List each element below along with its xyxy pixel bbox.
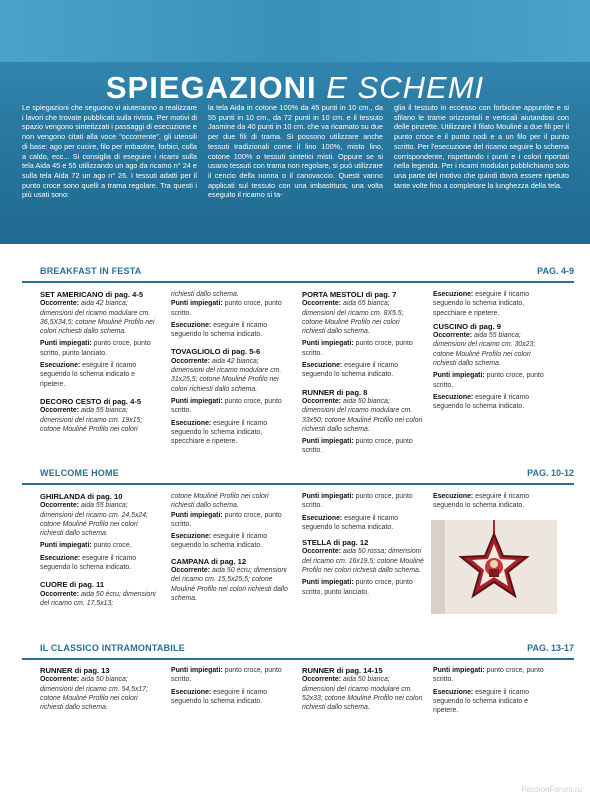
text-column	[433, 290, 555, 415]
item-stitches: punto croce.	[93, 542, 132, 550]
watermark: PassionForum.ru	[521, 785, 582, 794]
label: Punti impiegati:	[40, 340, 92, 348]
label: Punti impiegati:	[302, 579, 354, 587]
label: Esecuzione:	[171, 419, 212, 427]
item-materials: aida 65 bianca; dimensioni del ricamo cm. 8X5.5; cotone Mouliné Profilo nei colori richiesti dallo schema.	[302, 300, 404, 336]
item-stitches: punto croce, punto scritto, punto lanciato.	[40, 340, 151, 357]
label: Punti impiegati:	[302, 438, 354, 446]
item-execution: eseguire il ricamo seguendo lo schema indicato.	[171, 533, 268, 550]
item-stitches: punto croce, punto scritto.	[171, 511, 282, 528]
item-materials: aida 42 bianca; dimensioni del ricamo modulare cm. 36,5X34,5; cotone Mouliné Profilo nei colori richiesti dallo schema.	[40, 300, 155, 336]
item-title: RUNNER di pag. 8	[302, 387, 368, 397]
item-materials-cont: cotone Mouliné Profilo nei colori richiesti dallo schema.	[171, 493, 269, 510]
text-column	[302, 492, 424, 600]
item-execution: eseguire il ricamo seguendo lo schema indicato.	[433, 393, 530, 411]
label: Esecuzione:	[433, 393, 474, 401]
item-execution: eseguire il ricamo seguendo lo schema indicato.	[302, 362, 399, 379]
item-materials: aida 50 bianca; dimensioni del ricamo modulare cm. 33x50; cotone Mouliné Profilo nei colori richiesti dallo schema.	[302, 397, 423, 433]
text-column	[171, 290, 293, 449]
label: Punti impiegati:	[171, 300, 223, 308]
section-heading-breakfast	[22, 266, 574, 278]
item-title: RUNNER di pag. 13	[40, 666, 110, 675]
item-title: RUNNER di pag. 14-15	[302, 666, 383, 675]
item-title: CAMPANA di pag. 12	[171, 556, 247, 566]
label: Punti impiegati:	[40, 542, 92, 550]
header-top-band	[0, 0, 590, 62]
item-title: TOVAGLIOLO di pag. 5-6	[171, 347, 261, 357]
item-materials: aida 50 écru; dimensioni del ricamo cm. 15,5x25,5; cotone Mouliné Profilo nei colori richiesti dallo schema.	[171, 567, 288, 602]
item-title: PORTA MESTOLI di pag. 7	[302, 290, 397, 299]
item-title: DECORO CESTO di pag. 4-5	[40, 396, 142, 406]
label: Esecuzione:	[40, 554, 81, 562]
label: Occorrente:	[40, 300, 80, 308]
label: Punti impiegati:	[171, 511, 223, 519]
label: Punti impiegati:	[302, 340, 354, 348]
item-stitches: punto croce, punto scritto.	[171, 667, 282, 684]
item-materials: aida 55 bianca; dimensioni del ricamo cm. 30x23; cotone Mouliné Profilo nei colori richiesti dallo schema.	[433, 332, 536, 368]
section-pages: PAG. 4-9	[537, 266, 574, 276]
header-banner	[0, 0, 590, 244]
item-execution: eseguire il ricamo seguendo lo schema indicato, specchiare e ripetere.	[433, 291, 530, 317]
item-execution: eseguire il ricamo seguendo lo schema indicato e ripetere.	[40, 362, 137, 388]
item-title: CUSCINO di pag. 9	[433, 321, 501, 331]
item-execution: eseguire il ricamo seguendo lo schema indicato.	[40, 554, 137, 572]
text-column	[302, 666, 424, 715]
item-materials-cont: richiesti dallo schema.	[171, 291, 239, 298]
label: Occorrente:	[40, 407, 80, 415]
label: Occorrente:	[40, 676, 80, 684]
section-title: IL CLASSICO INTRAMONTABILE	[40, 643, 185, 653]
label: Occorrente:	[40, 502, 80, 510]
item-execution: eseguire il ricamo seguendo lo schema indicato.	[433, 493, 530, 510]
label: Esecuzione:	[302, 362, 343, 370]
item-execution: eseguire il ricamo seguendo lo schema indicato.	[171, 688, 268, 705]
text-column	[171, 666, 293, 709]
label: Punti impiegati:	[433, 667, 485, 674]
section-divider	[22, 658, 574, 660]
item-stitches: punto croce, punto scritto, punto lanciato.	[302, 579, 413, 596]
label: Occorrente:	[302, 548, 342, 556]
text-column	[433, 492, 555, 514]
label: Punti impiegati:	[171, 667, 223, 674]
item-materials: aida 50 bianca; dimensioni del ricamo cm. 54,5x17; cotone Mouliné Profilo nei colori richiesti dallo schema.	[40, 676, 149, 712]
label: Punti impiegati:	[302, 493, 354, 500]
intro-column-3: glia il tessuto in eccesso con forbicine appuntite e si sfilano le trame orizzontali e verticali aiutandosi con delle pinzette. Utilizzare il filato Mouliné a due fili per il punto croce e il punto nodi e a un filo per il punto scritto. Per l'esecuzione del ricamo seguire lo schema corrispondente, rispettando i punti e i colori riportati nella legenda. Per i ricami modulari pubblichiamo solo una parte del motivo che quindi dovrà essere ripetuto tante volte fino a completare la lunghezza della tela.	[394, 103, 569, 190]
label: Esecuzione:	[40, 362, 81, 370]
label: Esecuzione:	[171, 533, 212, 541]
label: Punti impiegati:	[433, 372, 485, 380]
label: Occorrente:	[302, 397, 342, 405]
text-column	[40, 666, 162, 715]
section-heading-classico	[22, 643, 574, 655]
item-execution: eseguire il ricamo seguendo lo schema indicato.	[171, 321, 268, 339]
label: Esecuzione:	[302, 514, 343, 522]
item-materials: aida 50 écru; dimensioni del ricamo cm. 17,5x13;	[40, 590, 156, 607]
intro-column-2: la tela Aida in cotone 100% da 45 punti in 10 cm., da 55 punti in 10 cm., da 72 punti in 10 cm. e il tessuto Jasmine da 40 punti in 10 cm. che va ricamato su due per due fili di trama. Si possono utilizzare anche tessuti tradizionali come il lino 100%, misto lino, cotone 100% o tessuti sintetici misti. Oppure se si usano tessuti con trama non regolare, si può utilizzare il cencio della nonna o il canovaccio. Questi vanno applicati sul tessuto con una imbastitura; una volta eseguito il ricamo si ta-	[208, 103, 383, 200]
item-stitches: punto croce, punto scritto.	[433, 372, 544, 389]
label: Esecuzione:	[433, 493, 474, 500]
intro-column-1: Le spiegazioni che seguono vi aiuteranno a realizzare i lavori che trovate pubblicati sulla rivista. Per motivi di spazio vengono sintetizzati i passaggi di esecuzione e non vengono citati alla voce "occorrente", gli utensili di base: ago per cucire, filo per imbastire, forbici, colla a caldo, ecc... Si consiglia di eseguire i ricami sulla tela Aida 45 e 55 utilizzando un ago da ricamo n° 24 e sulla tela Aida 72 un ago n° 26. I tessuti adatti per il punto croce sono quelli a trama regolare. Tra questi i più usati sono:	[22, 103, 197, 200]
text-column	[171, 492, 293, 606]
item-materials: aida 55 bianca; dimensioni del ricamo cm. 19x15; cotone Mouliné Profilo nei colori	[40, 407, 143, 433]
page-title	[0, 70, 590, 106]
label: Occorrente:	[171, 357, 211, 365]
item-execution: eseguire il ricamo seguendo lo schema indicato.	[302, 514, 399, 531]
text-column	[433, 666, 555, 718]
item-stitches: punto croce, punto scritto.	[171, 397, 282, 415]
item-materials: aida 42 bianca; dimensioni del ricamo modulare cm. 31x25,5; cotone Mouliné Profilo nei colori richiesti dallo schema.	[171, 357, 282, 393]
item-stitches: punto croce, punto scritto.	[302, 340, 413, 357]
item-stitches: punto croce, punto scritto.	[302, 493, 413, 510]
label: Occorrente:	[171, 567, 211, 575]
section-heading-welcome	[22, 468, 574, 480]
section-title: BREAKFAST IN FESTA	[40, 266, 142, 276]
item-materials: aida 55 bianca; dimensioni del ricamo cm. 24,5x24; cotone Mouliné Profilo nei colori richiesti dallo schema.	[40, 502, 149, 538]
text-column	[302, 290, 424, 459]
section-pages: PAG. 13-17	[527, 643, 574, 653]
item-title: SET AMERICANO di pag. 4-5	[40, 290, 144, 299]
label: Punti impiegati:	[171, 397, 223, 405]
label: Occorrente:	[40, 590, 80, 598]
item-title: CUORE di pag. 11	[40, 580, 105, 590]
label: Occorrente:	[302, 300, 342, 308]
item-title: GHIRLANDA di pag. 10	[40, 492, 123, 501]
item-execution: eseguire il ricamo seguendo lo schema indicato, specchiare e ripetere.	[171, 419, 268, 446]
label: Esecuzione:	[171, 688, 212, 696]
section-divider	[22, 281, 574, 283]
title-italic: E SCHEMI	[326, 70, 485, 105]
text-column	[40, 492, 162, 611]
section-title: WELCOME HOME	[40, 468, 119, 478]
star-ornament-photo	[431, 520, 557, 614]
section-divider	[22, 483, 574, 485]
label: Esecuzione:	[171, 321, 212, 329]
label: Occorrente:	[302, 676, 342, 684]
title-bold: SPIEGAZIONI	[105, 70, 317, 105]
section-pages: PAG. 10-12	[527, 468, 574, 478]
item-title: STELLA di pag. 12	[302, 538, 369, 548]
label: Occorrente:	[433, 332, 473, 340]
text-column	[40, 290, 162, 437]
item-execution: eseguire il ricamo seguendo lo schema indicato e ripetere.	[433, 688, 530, 715]
item-materials: aida 50 bianca; dimensioni del ricamo modulare cm. 52x33; cotone Mouliné Profilo nei colori richiesti dallo schema.	[302, 676, 423, 712]
star-ornament-image	[431, 520, 557, 614]
label: Esecuzione:	[433, 291, 474, 298]
item-stitches: punto croce, punto scritto.	[171, 300, 282, 317]
item-materials: aida 50 rossa; dimensioni del ricamo cm. 16x19,5; cotone Mouliné Profilo nei colori richiesti dallo schema.	[302, 548, 424, 575]
label: Esecuzione:	[433, 688, 474, 696]
item-stitches: punto croce, punto scritto.	[433, 667, 544, 684]
item-stitches: punto croce, punto scritto.	[302, 438, 413, 455]
